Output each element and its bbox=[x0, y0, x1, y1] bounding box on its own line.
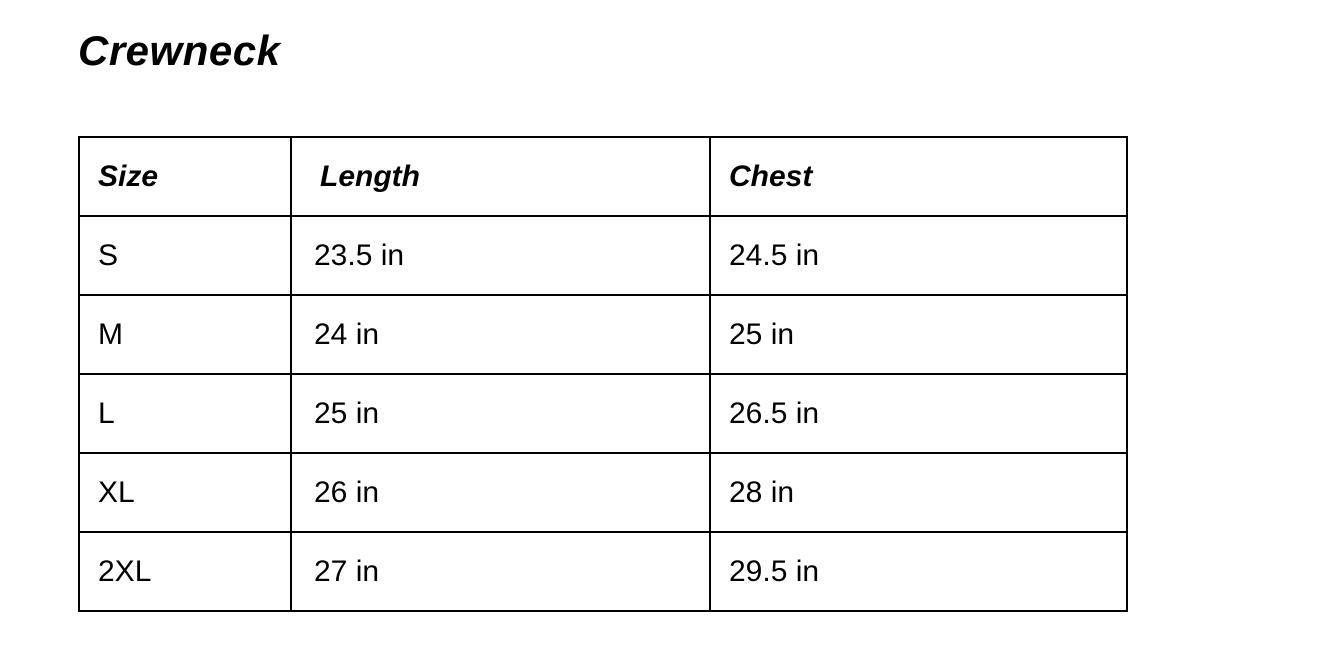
table-row bbox=[79, 216, 1127, 295]
cell-size: S bbox=[79, 216, 291, 295]
cell-chest: 29.5 in bbox=[710, 532, 1127, 611]
table-header-row bbox=[79, 137, 1127, 216]
column-header-size: Size bbox=[79, 137, 291, 216]
table-row bbox=[79, 532, 1127, 611]
page-title: Crewneck bbox=[78, 27, 281, 74]
cell-chest: 26.5 in bbox=[710, 374, 1127, 453]
cell-length: 27 in bbox=[291, 532, 710, 611]
cell-size: L bbox=[79, 374, 291, 453]
cell-length: 23.5 in bbox=[291, 216, 710, 295]
table-body bbox=[79, 216, 1127, 611]
cell-chest: 28 in bbox=[710, 453, 1127, 532]
cell-length: 24 in bbox=[291, 295, 710, 374]
cell-length: 26 in bbox=[291, 453, 710, 532]
cell-chest: 25 in bbox=[710, 295, 1127, 374]
cell-size: XL bbox=[79, 453, 291, 532]
cell-size: M bbox=[79, 295, 291, 374]
cell-chest: 24.5 in bbox=[710, 216, 1127, 295]
cell-size: 2XL bbox=[79, 532, 291, 611]
cell-length: 25 in bbox=[291, 374, 710, 453]
table-row bbox=[79, 295, 1127, 374]
table-row bbox=[79, 374, 1127, 453]
column-header-chest: Chest bbox=[710, 137, 1127, 216]
table-row bbox=[79, 453, 1127, 532]
column-header-length: Length bbox=[291, 137, 710, 216]
table-header bbox=[79, 137, 1127, 216]
size-chart-table bbox=[78, 136, 1128, 612]
